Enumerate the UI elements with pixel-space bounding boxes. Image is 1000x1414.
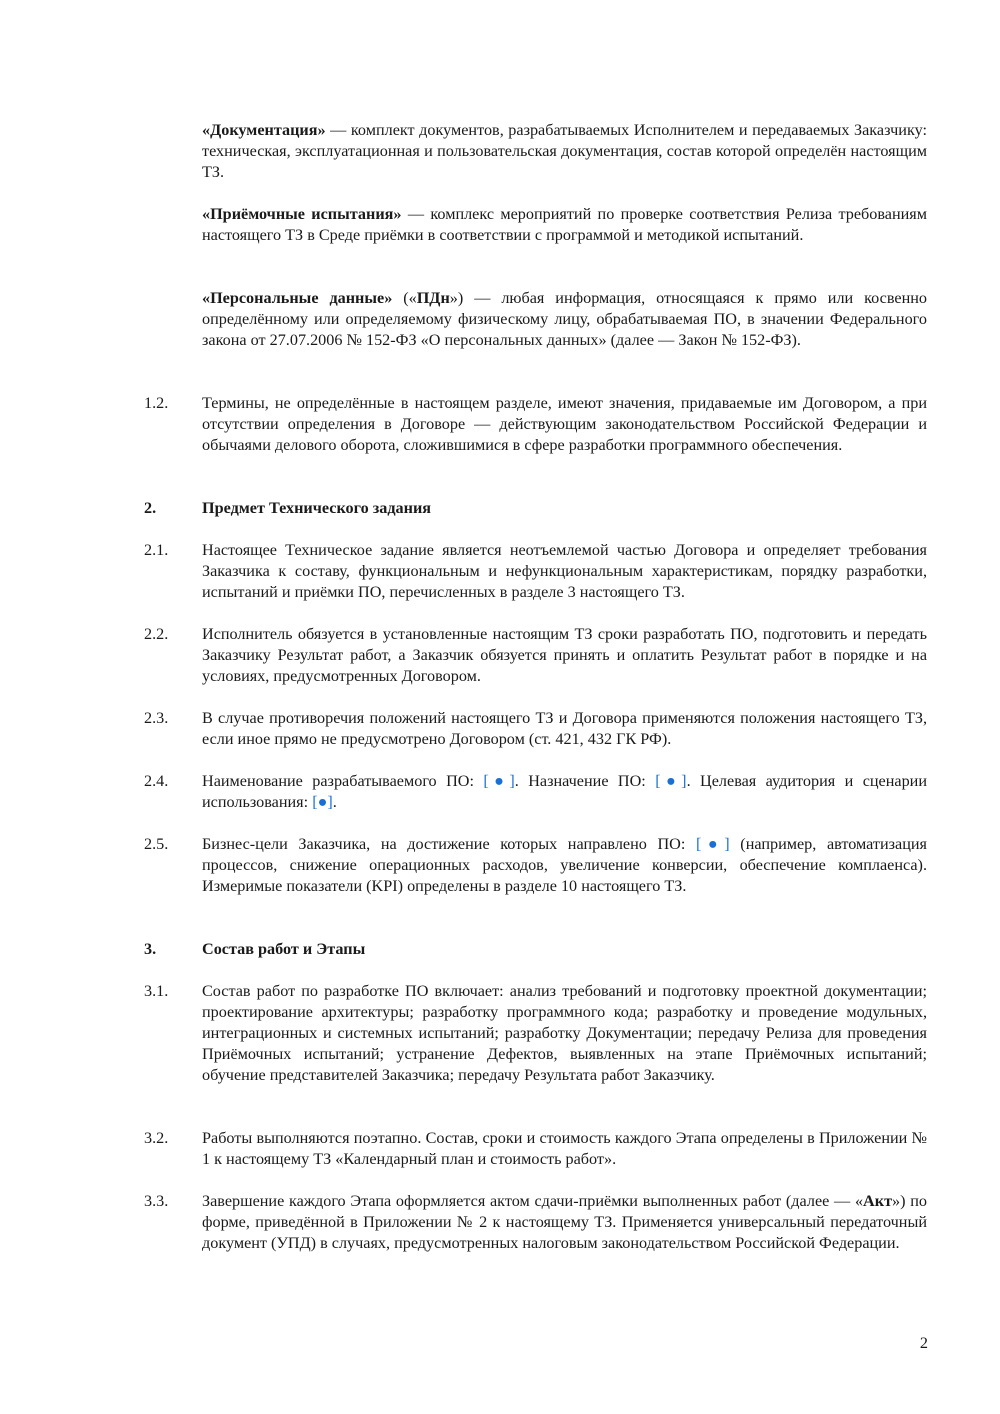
clause-text: . (332, 793, 337, 811)
definition-abbr: ПДн (416, 289, 450, 307)
definition-personal-data (202, 288, 927, 351)
clause-2-4 (202, 771, 927, 813)
clause-text: . Целевая аудитория и сценарии использования: (202, 772, 927, 811)
clause-number: 2.5. (144, 835, 169, 853)
definition-text: — комплект документов, разрабатываемых Исполнителем и передаваемых Заказчику: техническая, эксплуатационная и пользовательская документация, состав которой определён настоящим ТЗ. (202, 121, 927, 181)
clause-text: Завершение каждого Этапа оформляется актом сдачи-приёмки выполненных работ (далее — « (202, 1192, 864, 1210)
section-number: 3. (144, 940, 157, 958)
placeholder-marker: [●] (695, 835, 730, 853)
clause-bold-term: Акт (863, 1192, 893, 1210)
clause-number: 2.1. (144, 541, 169, 559)
clause-2-1: Настоящее Техническое задание является неотъемлемой частью Договора и определяет требования Заказчика к составу, функциональным и нефункциональным характеристикам, порядку разработки, испытаний и приёмки ПО, перечисленных в разделе 3 настоящего ТЗ. (202, 541, 927, 601)
placeholder-marker: [●] (655, 772, 687, 790)
definition-acceptance-tests (202, 204, 927, 246)
section-title: Предмет Технического задания (202, 499, 432, 517)
section-number: 2. (144, 499, 157, 517)
clause-text: ») по форме, приведённой в Приложении № 2 к настоящему ТЗ. Применяется универсальный передаточный документ (УПД) в случаях, предусмотренных налоговым законодательством Российской Федерации. (202, 1192, 927, 1252)
definition-abbr-open: (« (392, 289, 417, 307)
definition-documentation (202, 120, 927, 183)
page-number: 2 (919, 1334, 928, 1352)
clause-text: Бизнес-цели Заказчика, на достижение которых направлено ПО: (202, 835, 696, 853)
placeholder-marker: [●] (483, 772, 515, 790)
clause-3-1: Состав работ по разработке ПО включает: анализ требований и подготовку проектной документации; проектирование архитектуры; разработку программного кода; разработку и проведение модульных, интеграционных и системных испытаний; разработку Документации; передачу Релиза для проведения Приёмочных испытаний; устранение Дефектов, выявленных на этапе Приёмочных испытаний; обучение представителей Заказчика; передачу Результата работ Заказчику. (202, 982, 927, 1084)
placeholder-marker: [●] (312, 793, 333, 811)
section-title: Состав работ и Этапы (202, 940, 366, 958)
clause-2-5 (202, 834, 927, 897)
clause-text: . Назначение ПО: (514, 772, 656, 790)
clause-number: 3.2. (144, 1129, 169, 1147)
definition-term: «Документация» (202, 121, 326, 139)
clause-number: 2.3. (144, 709, 169, 727)
clause-number: 2.2. (144, 625, 169, 643)
clause-number: 3.1. (144, 982, 169, 1000)
clause-2-2: Исполнитель обязуется в установленные настоящим ТЗ сроки разработать ПО, подготовить и передать Заказчику Результат работ, а Заказчик обязуется принять и оплатить Результат работ в порядке и на условиях, предусмотренных Договором. (202, 625, 927, 685)
clause-number: 2.4. (144, 772, 169, 790)
clause-number: 1.2. (144, 394, 169, 412)
definition-term: «Персональные данные» (202, 289, 393, 307)
definition-text: — комплекс мероприятий по проверке соответствия Релиза требованиям настоящего ТЗ в Среде приёмки в соответствии с программой и методикой испытаний. (202, 205, 927, 244)
definition-term: «Приёмочные испытания» (202, 205, 402, 223)
clause-number: 3.3. (144, 1192, 169, 1210)
clause-1-2: Термины, не определённые в настоящем разделе, имеют значения, придаваемые им Договором, а при отсутствии определения в Договоре — действующим законодательством Российской Федерации и обычаями делового оборота, сложившимися в сфере разработки программного обеспечения. (202, 394, 927, 454)
clause-2-3: В случае противоречия положений настоящего ТЗ и Договора применяются положения настоящего ТЗ, если иное прямо не предусмотрено Договором (ст. 421, 432 ГК РФ). (202, 709, 927, 748)
clause-text: (например, автоматизация процессов, снижение операционных расходов, увеличение конверсии, обеспечение комплаенса). Измеримые показатели (KPI) определены в разделе 10 настоящего ТЗ. (202, 835, 928, 895)
clause-3-3 (202, 1191, 927, 1254)
definition-text: ») — любая информация, относящаяся к прямо или косвенно определённому или определяемому физическому лицу, обрабатываемая ПО, в значении Федерального закона от 27.07.2006 № 152-ФЗ «О персональных данных» (далее — Закон № 152-ФЗ). (202, 289, 927, 349)
clause-3-2: Работы выполняются поэтапно. Состав, сроки и стоимость каждого Этапа определены в Приложении № 1 к настоящему ТЗ «Календарный план и стоимость работ». (202, 1129, 927, 1168)
clause-text: Наименование разрабатываемого ПО: (202, 772, 484, 790)
